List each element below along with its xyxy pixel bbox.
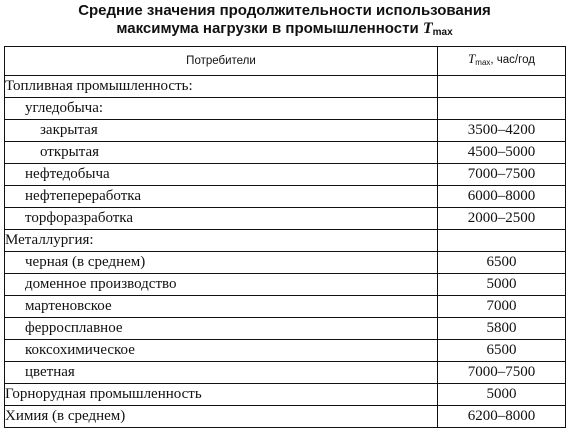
consumer-cell: доменное производство [5,274,438,296]
header-tmax-symbol: T [468,51,476,66]
tmax-value-cell: 5000 [438,384,566,406]
tmax-symbol: T [422,20,433,37]
consumer-cell: цветная [5,362,438,384]
table-title-line-2 [0,20,569,42]
consumer-cell: нефтепереработка [5,186,438,208]
tmax-value-cell: 6200–8000 [438,406,566,428]
tmax-value-cell: 6500 [438,340,566,362]
consumer-cell: Металлургия: [5,230,438,252]
tmax-value-cell: 7000–7500 [438,362,566,384]
table-row [5,384,566,406]
consumer-cell: угледобыча: [5,98,438,120]
table-row [5,186,566,208]
consumer-cell: нефтедобыча [5,164,438,186]
tmax-value-cell: 6500 [438,252,566,274]
table-row [5,208,566,230]
header-tmax-subscript: max [475,58,491,67]
tmax-value-cell [438,98,566,120]
tmax-subscript: max [432,27,453,38]
header-tmax-unit: , час/год [490,54,535,66]
tmax-value-cell: 5000 [438,274,566,296]
table-row [5,406,566,428]
tmax-value-cell: 2000–2500 [438,208,566,230]
tmax-value-cell: 3500–4200 [438,120,566,142]
table-row [5,120,566,142]
tmax-value-cell: 4500–5000 [438,142,566,164]
consumer-cell: закрытая [5,120,438,142]
table-row [5,230,566,252]
consumer-cell: коксохимическое [5,340,438,362]
consumer-cell: открытая [5,142,438,164]
tmax-value-cell [438,76,566,98]
table-title-line-2-text: максимума нагрузки в промышленности [116,20,423,37]
table-row [5,340,566,362]
table-title [0,2,569,42]
table-row [5,142,566,164]
table-title-line-1: Средние значения продолжительности использования [78,2,491,19]
consumer-cell: торфоразработка [5,208,438,230]
table-row [5,98,566,120]
table-row [5,76,566,98]
table-row [5,274,566,296]
consumer-cell: черная (в среднем) [5,252,438,274]
table-row [5,296,566,318]
table-row [5,318,566,340]
consumer-cell: Горнорудная промышленность [5,384,438,406]
consumer-cell: Химия (в среднем) [5,406,438,428]
consumer-cell: ферросплавное [5,318,438,340]
header-tmax [438,47,566,76]
tmax-value-cell [438,230,566,252]
tmax-table [4,46,566,428]
consumer-cell: Топливная промышленность: [5,76,438,98]
header-consumers: Потребители [5,47,438,76]
table-row [5,252,566,274]
tmax-value-cell: 7000–7500 [438,164,566,186]
tmax-value-cell: 5800 [438,318,566,340]
consumer-cell: мартеновское [5,296,438,318]
tmax-value-cell: 7000 [438,296,566,318]
table-row [5,362,566,384]
table-row [5,164,566,186]
tmax-value-cell: 6000–8000 [438,186,566,208]
table-header-row [5,47,566,76]
